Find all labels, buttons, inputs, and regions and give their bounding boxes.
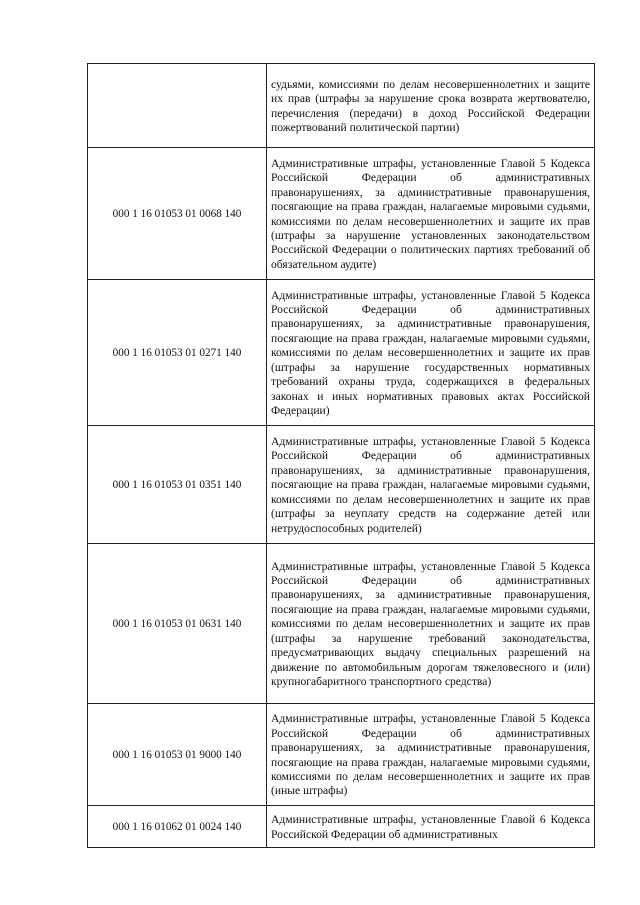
code-cell: 000 1 16 01053 01 9000 140: [88, 704, 267, 806]
table-row: [88, 806, 595, 848]
description-cell: Административные штрафы, установленные Главой 5 Кодекса Российской Федерации об административных правонарушениях, за административные правонарушения, посягающие на права граждан, налагаемые мировыми судьями, комиссиями по делам несовершеннолетних и защите их прав (штрафы за нарушение государственных нормативных требований охраны труда, содержащихся в федеральных законах и иных нормативных правовых актах Российской Федерации): [267, 280, 595, 426]
code-cell: 000 1 16 01062 01 0024 140: [88, 806, 267, 848]
code-cell: 000 1 16 01053 01 0351 140: [88, 426, 267, 544]
description-cell: Административные штрафы, установленные Главой 5 Кодекса Российской Федерации об административных правонарушениях, за административные правонарушения, посягающие на права граждан, налагаемые мировыми судьями, комиссиями по делам несовершеннолетних и защите их прав (иные штрафы): [267, 704, 595, 806]
description-cell: Административные штрафы, установленные Главой 5 Кодекса Российской Федерации об административных правонарушениях, за административные правонарушения, посягающие на права граждан, налагаемые мировыми судьями, комиссиями по делам несовершеннолетних и защите их прав (штрафы за неуплату средств на содержание детей или нетрудоспособных родителей): [267, 426, 595, 544]
table-row: [88, 704, 595, 806]
description-cell: Административные штрафы, установленные Главой 5 Кодекса Российской Федерации об административных правонарушениях, за административные правонарушения, посягающие на права граждан, налагаемые мировыми судьями, комиссиями по делам несовершеннолетних и защите их прав (штрафы за нарушение требований законодательства, предусматривающих выдачу специальных разрешений на движение по автомобильным дорогам тяжеловесного и (или) крупногабаритного транспортного средства): [267, 544, 595, 704]
table-row: [88, 544, 595, 704]
description-cell: судьями, комиссиями по делам несовершеннолетних и защите их прав (штрафы за нарушение срока возврата жертвователю, перечисления (передачи) в доход Российской Федерации пожертвований политической партии): [267, 64, 595, 148]
table-row: [88, 64, 595, 148]
code-cell: 000 1 16 01053 01 0068 140: [88, 148, 267, 280]
table-row: [88, 426, 595, 544]
description-cell: Административные штрафы, установленные Главой 6 Кодекса Российской Федерации об административных: [267, 806, 595, 848]
code-cell: 000 1 16 01053 01 0631 140: [88, 544, 267, 704]
code-cell: [88, 64, 267, 148]
budget-codes-table: [87, 63, 595, 848]
table-row: [88, 148, 595, 280]
description-cell: Административные штрафы, установленные Главой 5 Кодекса Российской Федерации об административных правонарушениях, за административные правонарушения, посягающие на права граждан, налагаемые мировыми судьями, комиссиями по делам несовершеннолетних и защите их прав (штрафы за нарушение установленных законодательством Российской Федерации о политических партиях требований об обязательном аудите): [267, 148, 595, 280]
code-cell: 000 1 16 01053 01 0271 140: [88, 280, 267, 426]
table-row: [88, 280, 595, 426]
